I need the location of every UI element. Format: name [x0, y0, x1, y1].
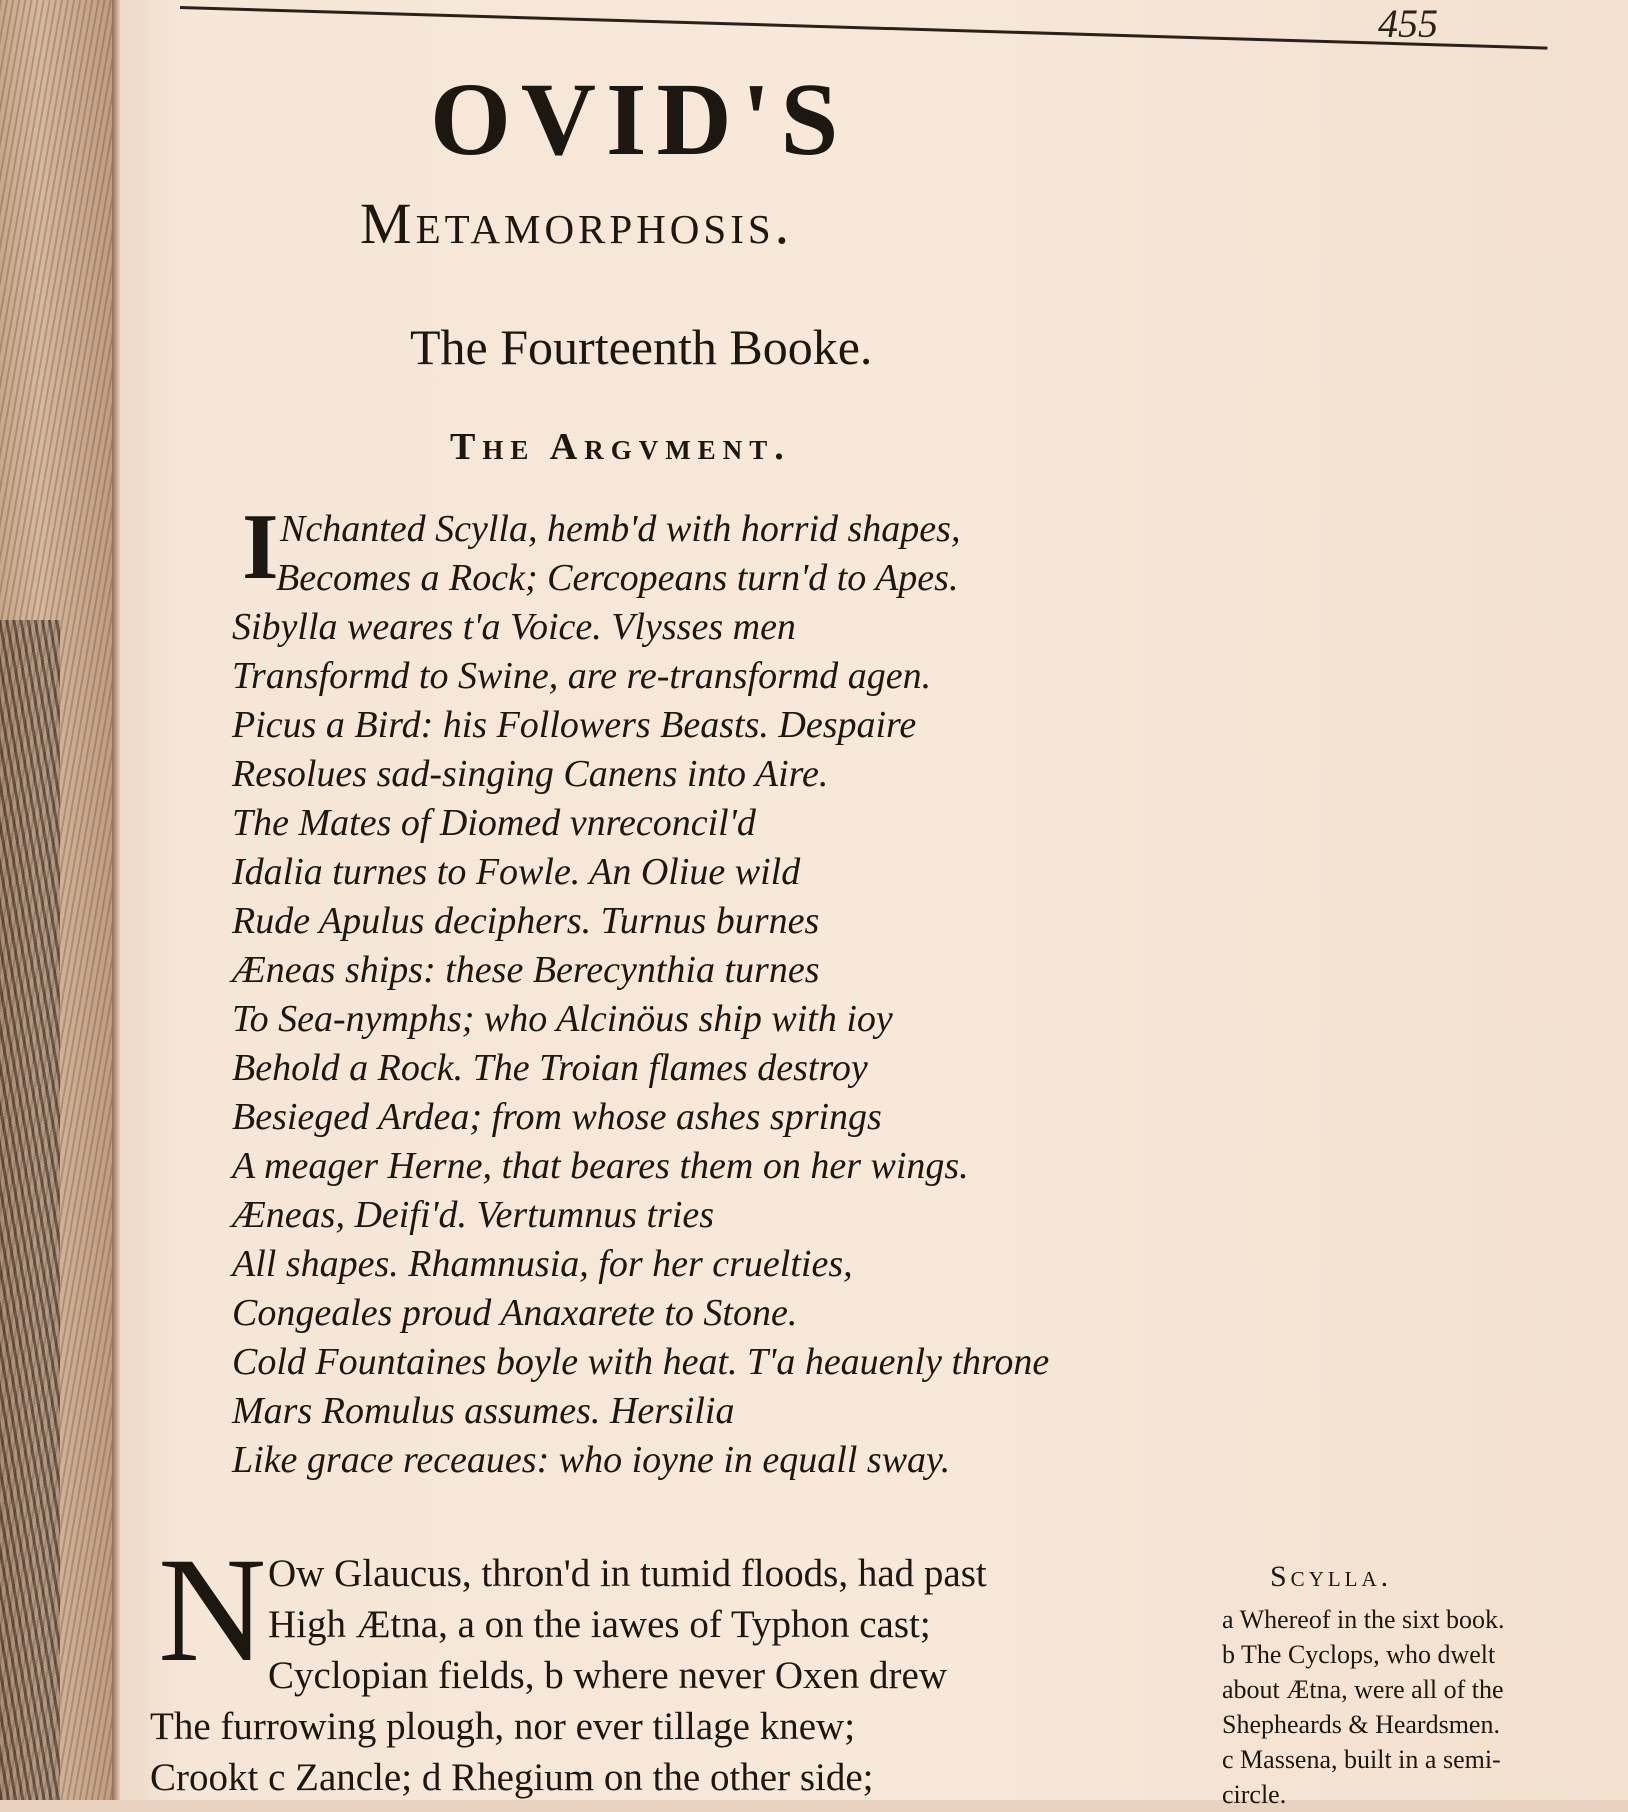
sidenote-line: a Whereof in the sixt book.: [1222, 1605, 1505, 1634]
poem-text: [150, 1548, 1150, 1803]
argument-line: The Mates of Diomed vnreconcil'd: [232, 802, 756, 844]
argument-line: Cold Fountaines boyle with heat. T'a heauenly throne: [232, 1341, 1050, 1383]
argument-line: To Sea-nymphs; who Alcinöus ship with ioy: [232, 998, 893, 1040]
page-number: 455: [1378, 1, 1438, 46]
book-title: The Fourteenth Booke.: [410, 319, 873, 375]
argument-line: Nchanted Scylla, hemb'd with horrid shapes,: [280, 508, 961, 550]
argument-line: Behold a Rock. The Troian flames destroy: [232, 1047, 868, 1089]
poem-line: High Ætna, a on the iawes of Typhon cast;: [268, 1603, 931, 1646]
book-gutter: [112, 0, 120, 1800]
header-rule: [180, 6, 1547, 50]
argument-line: Transformd to Swine, are re-transformd agen.: [232, 655, 932, 697]
argument-line: Like grace receaues: who ioyne in equall sway.: [232, 1439, 951, 1481]
argument-drop-cap: I: [242, 495, 279, 599]
argument-heading: The Argvment.: [450, 426, 791, 468]
argument-line: Æneas, Deifi'd. Vertumnus tries: [232, 1194, 715, 1236]
argument-line: Picus a Bird: his Followers Beasts. Despaire: [232, 704, 917, 746]
sidenote-line: c Massena, built in a semi-: [1222, 1745, 1501, 1774]
argument-line: Rude Apulus deciphers. Turnus burnes: [232, 900, 820, 942]
engraving-shading: [0, 620, 60, 1800]
argument-text: [232, 505, 1192, 1485]
poem-line: Ow Glaucus, thron'd in tumid floods, had past: [268, 1552, 987, 1595]
argument-line: Besieged Ardea; from whose ashes springs: [232, 1096, 882, 1138]
poem-line: The furrowing plough, nor ever tillage knew;: [150, 1705, 856, 1748]
sidenote-line: about Ætna, were all of the: [1222, 1675, 1504, 1704]
argument-line: A meager Herne, that beares them on her wings.: [232, 1145, 969, 1187]
title-metamorphosis: Metamorphosis.: [360, 191, 794, 256]
sidenote-line: Shepheards & Heardsmen.: [1222, 1710, 1500, 1739]
argument-line: Idalia turnes to Fowle. An Oliue wild: [232, 851, 801, 893]
argument-line: Sibylla weares t'a Voice. Vlysses men: [232, 606, 796, 648]
poem-drop-cap: N: [158, 1527, 267, 1693]
argument-line: All shapes. Rhamnusia, for her cruelties,: [232, 1243, 853, 1285]
argument-line: Congeales proud Anaxarete to Stone.: [232, 1292, 798, 1334]
argument-line: Resolues sad-singing Canens into Aire.: [232, 753, 829, 795]
argument-line: Æneas ships: these Berecynthia turnes: [232, 949, 820, 991]
sidenote-heading: Scylla.: [1270, 1560, 1393, 1593]
sidenote-line: b The Cyclops, who dwelt: [1222, 1640, 1496, 1669]
sidenote-line: circle.: [1222, 1780, 1287, 1809]
title-ovids: OVID'S: [430, 62, 849, 177]
argument-line: Mars Romulus assumes. Hersilia: [232, 1390, 735, 1432]
poem-line: Cyclopian fields, b where never Oxen drew: [268, 1654, 948, 1697]
poem-line: Crookt c Zancle; d Rhegium on the other side;: [150, 1756, 874, 1799]
argument-line: Becomes a Rock; Cercopeans turn'd to Apes.: [276, 557, 959, 599]
sidenote-text: [1222, 1602, 1574, 1812]
